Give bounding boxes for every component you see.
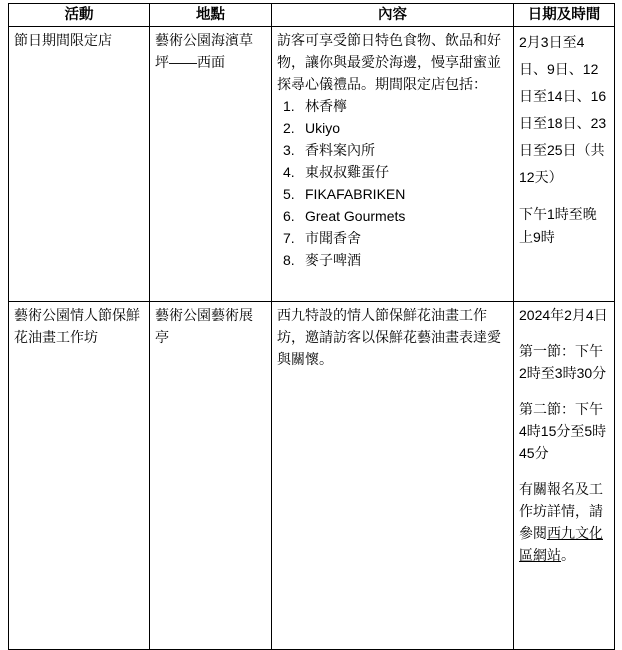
popup-content-intro: 訪客可享受節日特色食物、飲品和好物，讓你與最愛於海邊，慢享甜蜜並探尋心儀禮品。期間限定店包括：: [277, 32, 501, 92]
workshop-session1-text: 第一節：下午2時至3時30分: [519, 343, 607, 381]
shop-name: 東叔叔雞蛋仔: [305, 164, 389, 180]
header-content: 內容: [272, 4, 514, 27]
cell-popup-datetime: [514, 27, 615, 302]
list-item: [283, 183, 508, 205]
cell-workshop-activity: [9, 302, 150, 650]
list-number: 5.: [283, 186, 295, 202]
cell-workshop-datetime: [514, 302, 615, 650]
list-item: [283, 227, 508, 249]
list-item: [283, 205, 508, 227]
registration-suffix: 。: [561, 547, 575, 563]
cell-workshop-content: [272, 302, 514, 650]
table-header-row: [9, 4, 615, 27]
list-item: [283, 139, 508, 161]
popup-activity-text: 節日期間限定店: [14, 32, 112, 48]
shop-name: FIKAFABRIKEN: [305, 186, 406, 202]
popup-shop-list: [277, 95, 508, 271]
cell-workshop-location: [150, 302, 272, 650]
table-row-flower-workshop: [9, 302, 615, 650]
wkcd-website-link[interactable]: 西九文化區網站: [519, 525, 603, 563]
list-number: 2.: [283, 120, 295, 136]
popup-location-text: 藝術公園海濱草坪——西面: [155, 32, 253, 70]
shop-name: 香料案內所: [305, 142, 375, 158]
header-location: 地點: [150, 4, 272, 27]
shop-name: Great Gourmets: [305, 208, 406, 224]
list-number: 1.: [283, 98, 295, 114]
workshop-date-text: 2024年2月4日: [519, 307, 608, 323]
header-activity: 活動: [9, 4, 150, 27]
list-number: 7.: [283, 230, 295, 246]
workshop-location-text: 藝術公園藝術展亭: [155, 307, 253, 345]
list-number: 4.: [283, 164, 295, 180]
cell-popup-content: [272, 27, 514, 302]
workshop-registration-text: [519, 478, 609, 566]
workshop-session2-text: 第二節：下午4時15分至5時45分: [519, 401, 607, 461]
header-datetime: 日期及時間: [514, 4, 615, 27]
shop-name: 市聞香舍: [305, 230, 361, 246]
shop-name: 林香檸: [305, 98, 347, 114]
list-item: [283, 161, 508, 183]
workshop-activity-text: 藝術公園情人節保鮮花油畫工作坊: [14, 307, 140, 345]
registration-prefix: 有關報名及工作坊詳情，請參閱: [519, 481, 603, 541]
list-item: [283, 95, 508, 117]
list-number: 8.: [283, 252, 295, 268]
popup-dates-text: 2月3日至4日、9日、12日至14日、16日至18日、23日至25日（共12天）: [519, 34, 607, 185]
cell-popup-location: [150, 27, 272, 302]
shop-name: 麥子啤酒: [305, 252, 361, 268]
popup-times-text: 下午1時至晚上9時: [519, 206, 597, 245]
cell-popup-activity: [9, 27, 150, 302]
list-item: [283, 117, 508, 139]
list-item: [283, 249, 508, 271]
workshop-content-text: 西九特設的情人節保鮮花油畫工作坊，邀請訪客以保鮮花藝油畫表達愛與關懷。: [277, 307, 501, 367]
list-number: 6.: [283, 208, 295, 224]
list-number: 3.: [283, 142, 295, 158]
shop-name: Ukiyo: [305, 120, 341, 136]
table-row-popup-stores: [9, 27, 615, 302]
events-table: [8, 3, 615, 650]
